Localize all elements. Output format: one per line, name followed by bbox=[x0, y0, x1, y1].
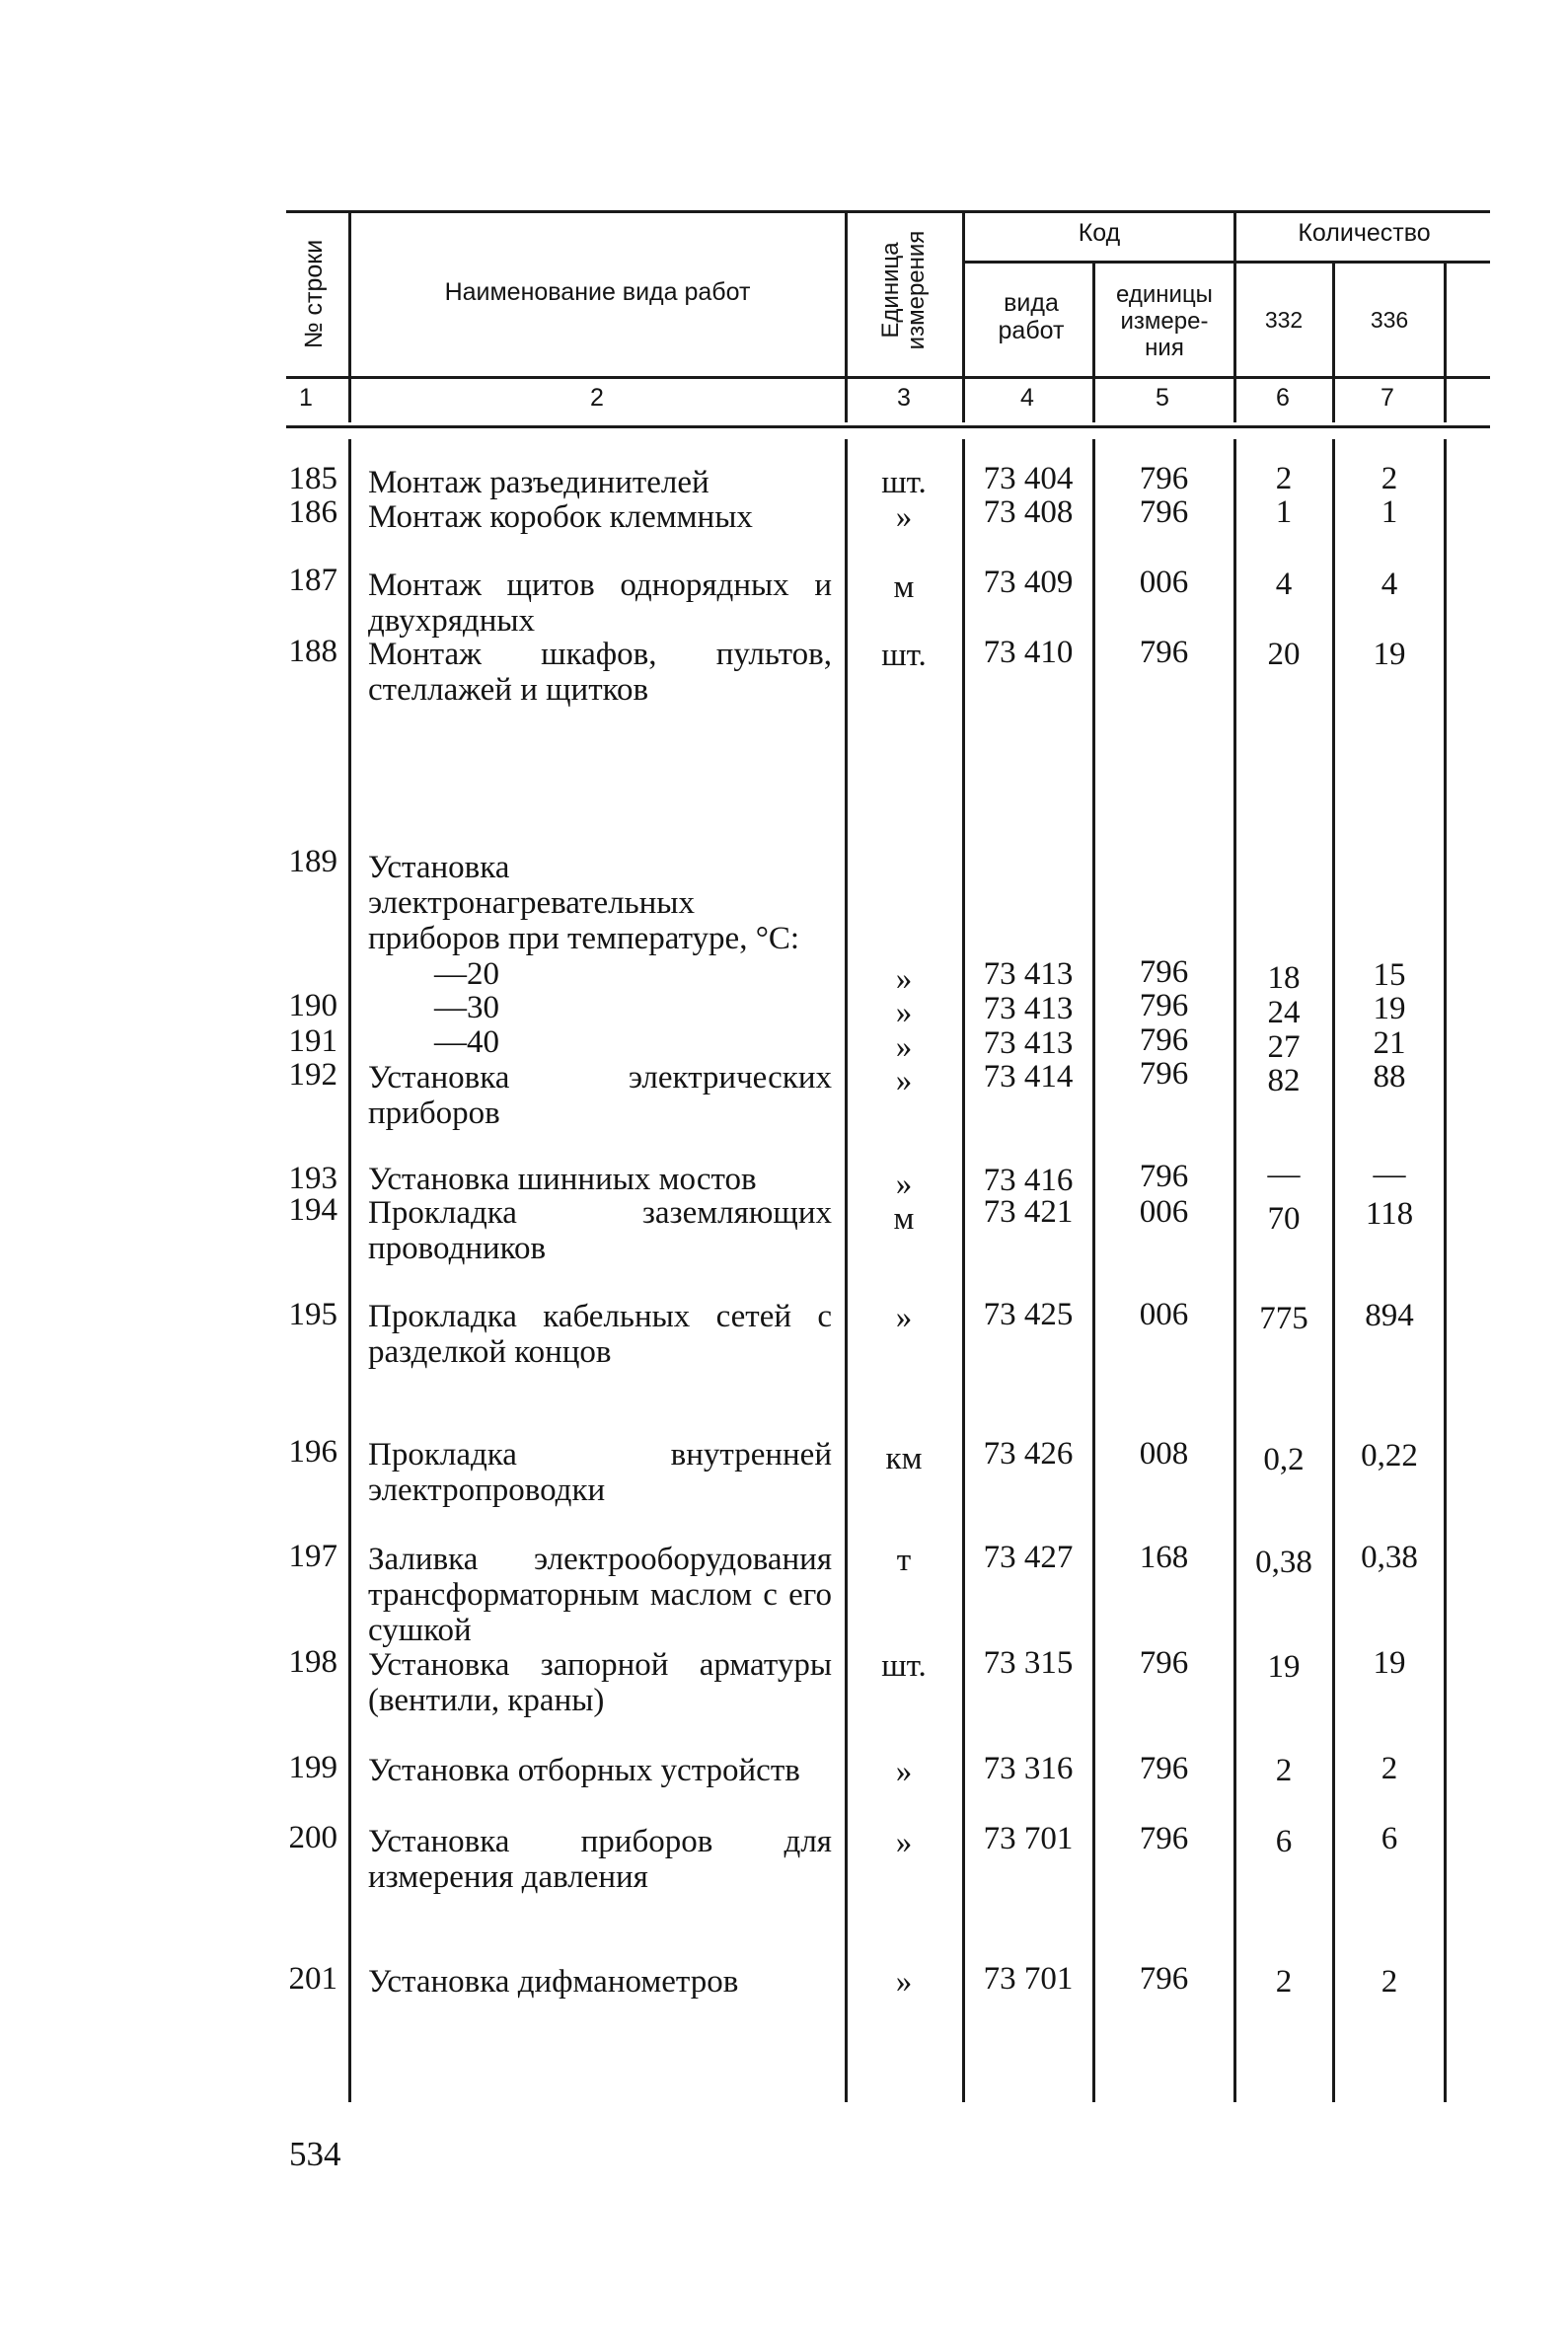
quantity-332: 0,2 bbox=[1263, 1442, 1305, 1477]
quantity-336: 894 bbox=[1365, 1298, 1414, 1333]
quantity-336: 21 bbox=[1373, 1025, 1406, 1061]
quantity-336: 88 bbox=[1373, 1059, 1406, 1095]
work-name: Монтаж щитов однорядных и двухрядных bbox=[368, 567, 832, 639]
header-divider bbox=[1444, 263, 1447, 422]
row-number: 198 bbox=[288, 1644, 337, 1680]
unit: » bbox=[895, 961, 913, 997]
quantity-332: 775 bbox=[1259, 1301, 1308, 1336]
header-divider bbox=[1092, 263, 1095, 422]
code-work: 73 315 bbox=[983, 1645, 1074, 1681]
header-divider bbox=[348, 210, 351, 422]
column-divider bbox=[845, 439, 848, 2102]
code-work: 73 404 bbox=[983, 461, 1074, 496]
quantity-332: 2 bbox=[1275, 1753, 1293, 1788]
column-divider bbox=[348, 439, 351, 2102]
quantity-332: 82 bbox=[1267, 1063, 1301, 1098]
column-divider bbox=[1332, 439, 1335, 2102]
code-unit: 008 bbox=[1139, 1436, 1189, 1472]
unit: шт. bbox=[881, 465, 927, 500]
header-quantity-336: 336 bbox=[1370, 307, 1409, 333]
row-number: 200 bbox=[288, 1820, 337, 1855]
row-number: 197 bbox=[288, 1539, 337, 1574]
quantity-336: 15 bbox=[1373, 957, 1406, 993]
row-number: 191 bbox=[288, 1023, 337, 1059]
unit: м bbox=[893, 1201, 915, 1237]
code-unit: 796 bbox=[1139, 1961, 1189, 1997]
work-name: Прокладка заземляющих проводников bbox=[368, 1195, 832, 1266]
code-unit: 006 bbox=[1139, 1194, 1189, 1230]
work-name: Заливка электрооборудования трансформаторным маслом с его сушкой bbox=[368, 1542, 832, 1648]
row-number: 192 bbox=[288, 1057, 337, 1093]
row-number: 190 bbox=[288, 988, 337, 1023]
work-name: Установка электрических приборов bbox=[368, 1060, 832, 1131]
work-name: Монтаж коробок клеммных bbox=[368, 499, 753, 535]
code-unit: 006 bbox=[1139, 1297, 1189, 1332]
code-work: 73 421 bbox=[983, 1194, 1074, 1230]
work-name: Монтаж разъединителей bbox=[368, 465, 709, 500]
quantity-332: 18 bbox=[1267, 960, 1301, 996]
code-work: 73 701 bbox=[983, 1961, 1074, 1997]
work-name: —20 bbox=[434, 956, 499, 992]
unit: м bbox=[893, 569, 915, 605]
work-name: Установка запорной арматуры (вентили, краны) bbox=[368, 1647, 832, 1718]
row-number: 194 bbox=[288, 1192, 337, 1228]
quantity-336: 19 bbox=[1373, 991, 1406, 1026]
header-row-number: № строки bbox=[300, 239, 328, 349]
unit: шт. bbox=[881, 1648, 927, 1684]
column-number: 1 bbox=[299, 384, 313, 412]
unit: » bbox=[895, 1825, 913, 1860]
row-number: 187 bbox=[288, 563, 337, 598]
quantity-332: 24 bbox=[1267, 995, 1301, 1030]
code-unit: 796 bbox=[1139, 461, 1189, 496]
work-name: Установка электронагревательных приборов при температуре, °С: bbox=[368, 850, 800, 956]
unit: » bbox=[895, 1754, 913, 1789]
code-work: 73 425 bbox=[983, 1297, 1074, 1332]
quantity-336: 6 bbox=[1381, 1821, 1398, 1856]
header-quantity-group: Количество bbox=[1298, 219, 1431, 247]
header-code-unit: единицы измере- ния bbox=[1116, 281, 1213, 361]
quantity-336: — bbox=[1373, 1157, 1406, 1192]
code-unit: 796 bbox=[1139, 1645, 1189, 1681]
quantity-336: 0,38 bbox=[1361, 1540, 1418, 1575]
work-name: Установка отборных устройств bbox=[368, 1753, 800, 1788]
column-number: 4 bbox=[1020, 384, 1034, 412]
code-work: 73 426 bbox=[983, 1436, 1074, 1472]
code-work: 73 413 bbox=[983, 956, 1074, 992]
header-work-name: Наименование вида работ bbox=[444, 278, 751, 306]
work-name: Установка шинниых мостов bbox=[368, 1162, 757, 1197]
work-name: Установка дифманометров bbox=[368, 1964, 739, 2000]
column-divider bbox=[1444, 439, 1447, 2102]
quantity-336: 19 bbox=[1373, 637, 1406, 672]
code-work: 73 427 bbox=[983, 1540, 1074, 1575]
row-number: 188 bbox=[288, 634, 337, 669]
header-code-group: Код bbox=[1078, 219, 1121, 247]
code-work: 73 410 bbox=[983, 635, 1074, 670]
column-divider bbox=[962, 439, 965, 2102]
work-name: Прокладка кабельных сетей с разделкой концов bbox=[368, 1299, 832, 1370]
work-name: —40 bbox=[434, 1024, 499, 1060]
quantity-336: 19 bbox=[1373, 1645, 1406, 1681]
unit: » bbox=[895, 1063, 913, 1098]
header-subgroup-rule bbox=[965, 261, 1490, 264]
row-number: 196 bbox=[288, 1434, 337, 1470]
quantity-332: 0,38 bbox=[1255, 1545, 1312, 1580]
row-number: 199 bbox=[288, 1750, 337, 1785]
column-number: 2 bbox=[590, 384, 604, 412]
quantity-332: 70 bbox=[1267, 1201, 1301, 1237]
column-divider bbox=[1092, 439, 1095, 2102]
quantity-336: 118 bbox=[1365, 1196, 1414, 1232]
header-unit: Единица измерения bbox=[877, 230, 930, 350]
code-work: 73 416 bbox=[983, 1163, 1074, 1198]
quantity-336: 2 bbox=[1381, 1964, 1398, 2000]
column-number-rule bbox=[286, 425, 1490, 428]
quantity-332: 20 bbox=[1267, 637, 1301, 672]
code-work: 73 414 bbox=[983, 1059, 1074, 1095]
code-unit: 796 bbox=[1139, 1821, 1189, 1856]
code-work: 73 701 bbox=[983, 1821, 1074, 1856]
code-unit: 006 bbox=[1139, 565, 1189, 600]
quantity-332: 6 bbox=[1275, 1824, 1293, 1859]
header-quantity-332: 332 bbox=[1264, 307, 1304, 333]
header-divider bbox=[962, 210, 965, 422]
code-work: 73 413 bbox=[983, 991, 1074, 1026]
unit: » bbox=[895, 499, 913, 535]
column-number: 6 bbox=[1276, 384, 1290, 412]
code-unit: 796 bbox=[1139, 1056, 1189, 1092]
quantity-336: 1 bbox=[1381, 494, 1398, 530]
code-unit: 796 bbox=[1139, 954, 1189, 990]
code-work: 73 316 bbox=[983, 1751, 1074, 1786]
work-name: Установка приборов для измерения давления bbox=[368, 1824, 832, 1895]
quantity-332: 2 bbox=[1275, 1964, 1293, 2000]
code-unit: 796 bbox=[1139, 635, 1189, 670]
quantity-336: 2 bbox=[1381, 461, 1398, 496]
work-name: Монтаж шкафов, пультов, стеллажей и щитков bbox=[368, 637, 832, 708]
quantity-332: 4 bbox=[1275, 567, 1293, 602]
row-number: 195 bbox=[288, 1297, 337, 1332]
unit: км bbox=[885, 1441, 923, 1476]
header-divider bbox=[845, 210, 848, 422]
unit: » bbox=[895, 1167, 913, 1202]
quantity-336: 4 bbox=[1381, 567, 1398, 602]
code-unit: 796 bbox=[1139, 988, 1189, 1023]
row-number: 193 bbox=[288, 1161, 337, 1196]
unit: шт. bbox=[881, 638, 927, 673]
unit: » bbox=[895, 1964, 913, 2000]
column-number: 3 bbox=[897, 384, 911, 412]
code-work: 73 409 bbox=[983, 565, 1074, 600]
quantity-332: 27 bbox=[1267, 1029, 1301, 1065]
unit: » bbox=[895, 995, 913, 1030]
code-unit: 796 bbox=[1139, 1022, 1189, 1058]
unit: т bbox=[896, 1543, 912, 1578]
row-number: 201 bbox=[288, 1961, 337, 1997]
quantity-332: 1 bbox=[1275, 494, 1293, 530]
quantity-332: — bbox=[1267, 1157, 1301, 1192]
code-unit: 796 bbox=[1139, 494, 1189, 530]
code-unit: 796 bbox=[1139, 1751, 1189, 1786]
row-number: 185 bbox=[288, 461, 337, 496]
row-number: 189 bbox=[288, 844, 337, 879]
column-divider bbox=[1233, 439, 1236, 2102]
work-name: —30 bbox=[434, 990, 499, 1025]
row-number: 186 bbox=[288, 494, 337, 530]
column-number: 7 bbox=[1381, 384, 1394, 412]
column-number: 5 bbox=[1156, 384, 1169, 412]
quantity-336: 0,22 bbox=[1361, 1438, 1418, 1473]
header-divider bbox=[1332, 263, 1335, 422]
code-work: 73 408 bbox=[983, 494, 1074, 530]
code-work: 73 413 bbox=[983, 1025, 1074, 1061]
code-unit: 796 bbox=[1139, 1159, 1189, 1194]
quantity-332: 19 bbox=[1267, 1649, 1301, 1685]
quantity-332: 2 bbox=[1275, 461, 1293, 496]
header-code-work: вида работ bbox=[998, 289, 1065, 344]
code-unit: 168 bbox=[1139, 1540, 1189, 1575]
unit: » bbox=[895, 1029, 913, 1065]
unit: » bbox=[895, 1300, 913, 1335]
page-number: 534 bbox=[289, 2135, 341, 2173]
work-name: Прокладка внутренней электропроводки bbox=[368, 1437, 832, 1508]
quantity-336: 2 bbox=[1381, 1751, 1398, 1786]
